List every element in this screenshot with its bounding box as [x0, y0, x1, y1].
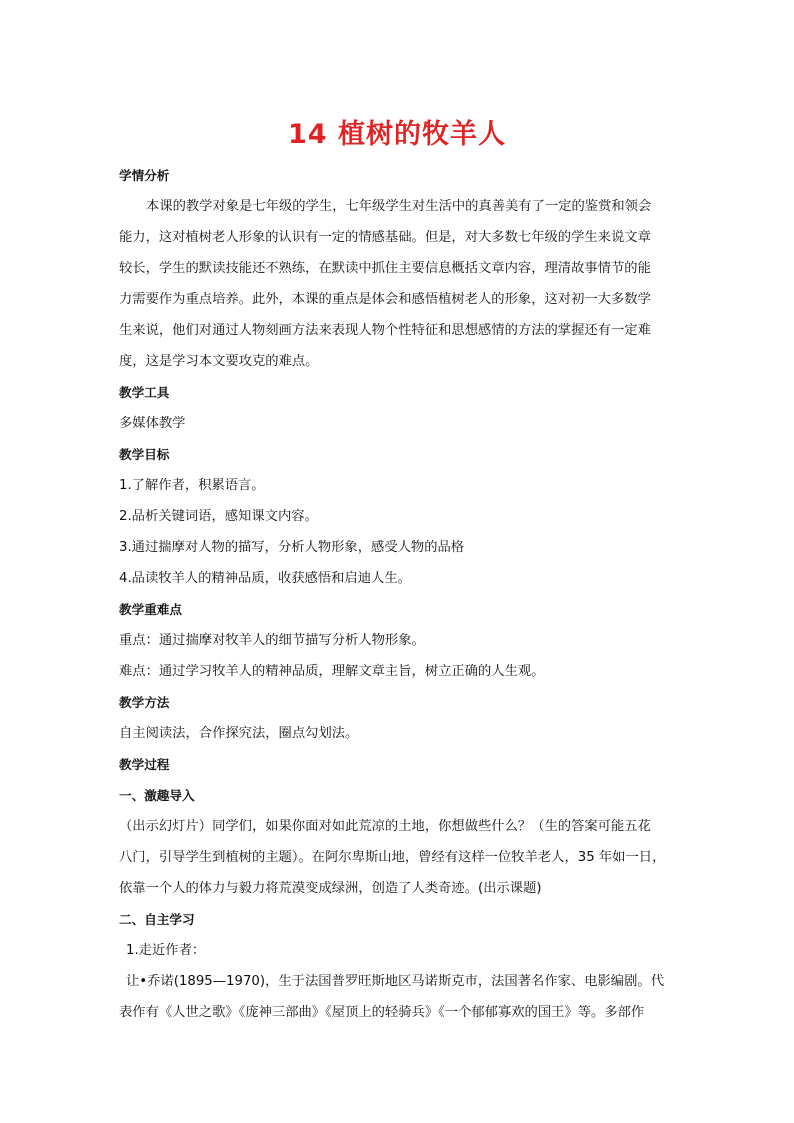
subheading-self-study: 二、自主学习	[119, 912, 195, 927]
paragraph-line: 八门，引导学生到植树的主题）。在阿尔卑斯山地，曾经有这样一位牧羊老人，35 年如一日，	[119, 850, 666, 865]
paragraph-line: （出示幻灯片）同学们，如果你面对如此荒凉的土地，你想做些什么？（生的答案可能五花	[119, 819, 651, 834]
section-heading-tools: 教学工具	[119, 385, 170, 400]
paragraph-line: 较长，学生的默读技能还不熟练，在默读中抓住主要信息概括文章内容，理清故事情节的能	[119, 261, 651, 276]
hard-point-text: 难点：通过学习牧羊人的精神品质，理解文章主旨，树立正确的人生观。	[119, 664, 545, 679]
section-heading-goals: 教学目标	[119, 447, 170, 462]
section-heading-process: 教学过程	[119, 757, 170, 772]
tools-text: 多媒体教学	[119, 416, 186, 431]
goal-item: 2.品析关键词语，感知课文内容。	[119, 509, 318, 524]
paragraph-line: 度，这是学习本文要攻克的难点。	[119, 354, 319, 369]
methods-text: 自主阅读法，合作探究法，圈点勾划法。	[119, 726, 359, 741]
document-body	[119, 160, 681, 1028]
section-heading-methods: 教学方法	[119, 695, 170, 710]
section-heading-analysis: 学情分析	[119, 168, 170, 183]
goal-item: 1.了解作者，积累语言。	[119, 478, 265, 493]
goal-item: 3.通过揣摩对人物的描写，分析人物形象，感受人物的品格	[119, 540, 465, 555]
paragraph-line: 本课的教学对象是七年级的学生，七年级学生对生活中的真善美有了一定的鉴赏和领会	[146, 199, 652, 214]
subheading-intro: 一、激趣导入	[119, 788, 195, 803]
paragraph-line: 依靠一个人的体力与毅力将荒漠变成绿洲，创造了人类奇迹。(出示课题)	[119, 881, 542, 896]
paragraph-line: 让•乔诺(1895—1970)，生于法国普罗旺斯地区马诺斯克市，法国著名作家、电影编剧。代	[126, 974, 664, 989]
document-title: 14 植树的牧羊人	[288, 119, 506, 150]
sub-item-author: 1.走近作者：	[126, 943, 206, 958]
paragraph-line: 能力，这对植树老人形象的认识有一定的情感基础。但是，对大多数七年级的学生来说文章	[119, 230, 651, 245]
section-heading-difficulty: 教学重难点	[119, 602, 182, 617]
paragraph-line: 力需要作为重点培养。此外，本课的重点是体会和感悟植树老人的形象，这对初一大多数学	[119, 292, 651, 307]
paragraph-line: 生来说，他们对通过人物刻画方法来表现人物个性特征和思想感情的方法的掌握还有一定难	[119, 323, 651, 338]
paragraph-line: 表作有《人世之歌》《庞神三部曲》《屋顶上的轻骑兵》《一个郁郁寡欢的国王》等。多部作	[119, 1005, 645, 1020]
goal-item: 4.品读牧羊人的精神品质，收获感悟和启迪人生。	[119, 571, 411, 586]
key-point-text: 重点：通过揣摩对牧羊人的细节描写分析人物形象。	[119, 633, 425, 648]
